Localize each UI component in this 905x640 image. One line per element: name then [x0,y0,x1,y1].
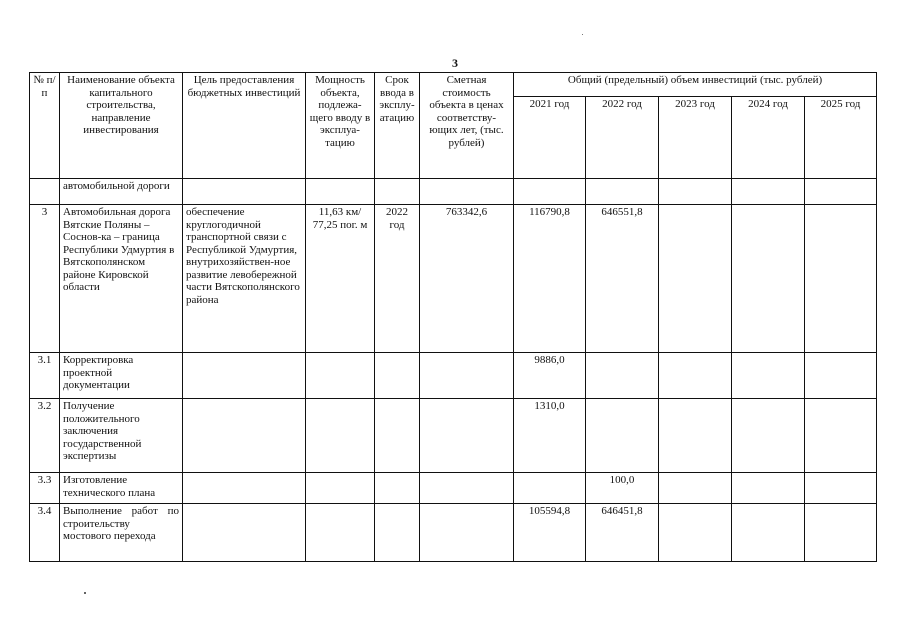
cell-2023 [659,473,732,504]
cell-name: Автомобильная дорога Вятские Поляны – Соснов-ка – граница Республики Удмуртия в Вятскополянском районе Кировской области [60,205,183,353]
cell-2024 [732,179,805,205]
cell-name: Корректировка проектной документации [60,353,183,399]
cell-no: 3.1 [30,353,60,399]
cell-goal: обеспечение круглогодичной транспортной связи с Республикой Удмуртия, внутрихозяйствен-ное развитие левобережной части Вятскополянского района [183,205,306,353]
cell-2022: 646551,8 [586,205,659,353]
cell-goal [183,179,306,205]
scan-speck [582,34,583,35]
cell-term [375,504,420,562]
cell-2022 [586,353,659,399]
cell-2025 [805,179,877,205]
cell-2021 [514,179,586,205]
cell-term [375,353,420,399]
page-number: 3 [452,56,458,70]
header-name: Наименование объекта капитального строительства, направление инвестирования [60,73,183,179]
header-year-2022: 2022 год [586,97,659,179]
header-year-2025: 2025 год [805,97,877,179]
cell-goal [183,473,306,504]
cell-2024 [732,205,805,353]
investment-table [29,72,877,562]
cell-2025 [805,353,877,399]
cell-2021: 1310,0 [514,399,586,473]
cell-name: автомобильной дороги [60,179,183,205]
cell-no: 3.4 [30,504,60,562]
cell-2025 [805,473,877,504]
cell-2025 [805,205,877,353]
cell-term: 2022 год [375,205,420,353]
scan-speck [84,592,86,594]
cell-2022 [586,179,659,205]
header-cost: Сметная стоимость объекта в ценах соответству-ющих лет, (тыс. рублей) [420,73,514,179]
header-year-2024: 2024 год [732,97,805,179]
cell-2024 [732,399,805,473]
cell-no: 3.3 [30,473,60,504]
cell-no [30,179,60,205]
cell-2022: 100,0 [586,473,659,504]
header-year-2023: 2023 год [659,97,732,179]
cell-2024 [732,473,805,504]
header-year-2021: 2021 год [514,97,586,179]
cell-name: Изготовление технического плана [60,473,183,504]
cell-2023 [659,205,732,353]
cell-no: 3 [30,205,60,353]
table-row [30,353,877,399]
table-row [30,399,877,473]
cell-2024 [732,504,805,562]
cell-cost [420,179,514,205]
table-row [30,504,877,562]
cell-2021: 116790,8 [514,205,586,353]
cell-cost [420,353,514,399]
cell-cost [420,473,514,504]
header-no: № п/п [30,73,60,179]
cell-2021: 9886,0 [514,353,586,399]
cell-goal [183,504,306,562]
cell-term [375,179,420,205]
cell-term [375,473,420,504]
cell-goal [183,399,306,473]
cell-2024 [732,353,805,399]
header-goal: Цель предоставления бюджетных инвестиций [183,73,306,179]
cell-capacity [306,399,375,473]
table-row [30,473,877,504]
cell-name: Получение положительного заключения государственной экспертизы [60,399,183,473]
cell-2023 [659,504,732,562]
cell-term [375,399,420,473]
table-header-row [30,73,877,97]
cell-2023 [659,399,732,473]
cell-2021: 105594,8 [514,504,586,562]
header-term: Срок ввода в эксплу-атацию [375,73,420,179]
cell-cost: 763342,6 [420,205,514,353]
cell-2025 [805,504,877,562]
cell-2023 [659,179,732,205]
cell-capacity [306,179,375,205]
cell-2023 [659,353,732,399]
cell-2021 [514,473,586,504]
cell-capacity [306,504,375,562]
cell-no: 3.2 [30,399,60,473]
cell-name: Выполнение работ по строительству мостового перехода [60,504,183,562]
cell-capacity [306,473,375,504]
table-row [30,179,877,205]
cell-cost [420,399,514,473]
cell-cost [420,504,514,562]
cell-goal [183,353,306,399]
cell-2022 [586,399,659,473]
cell-2025 [805,399,877,473]
cell-capacity: 11,63 км/ 77,25 пог. м [306,205,375,353]
cell-2022: 646451,8 [586,504,659,562]
header-total: Общий (предельный) объем инвестиций (тыс. рублей) [514,73,877,97]
table-row [30,205,877,353]
cell-capacity [306,353,375,399]
header-capacity: Мощность объекта, подлежа-щего вводу в эксплуа-тацию [306,73,375,179]
